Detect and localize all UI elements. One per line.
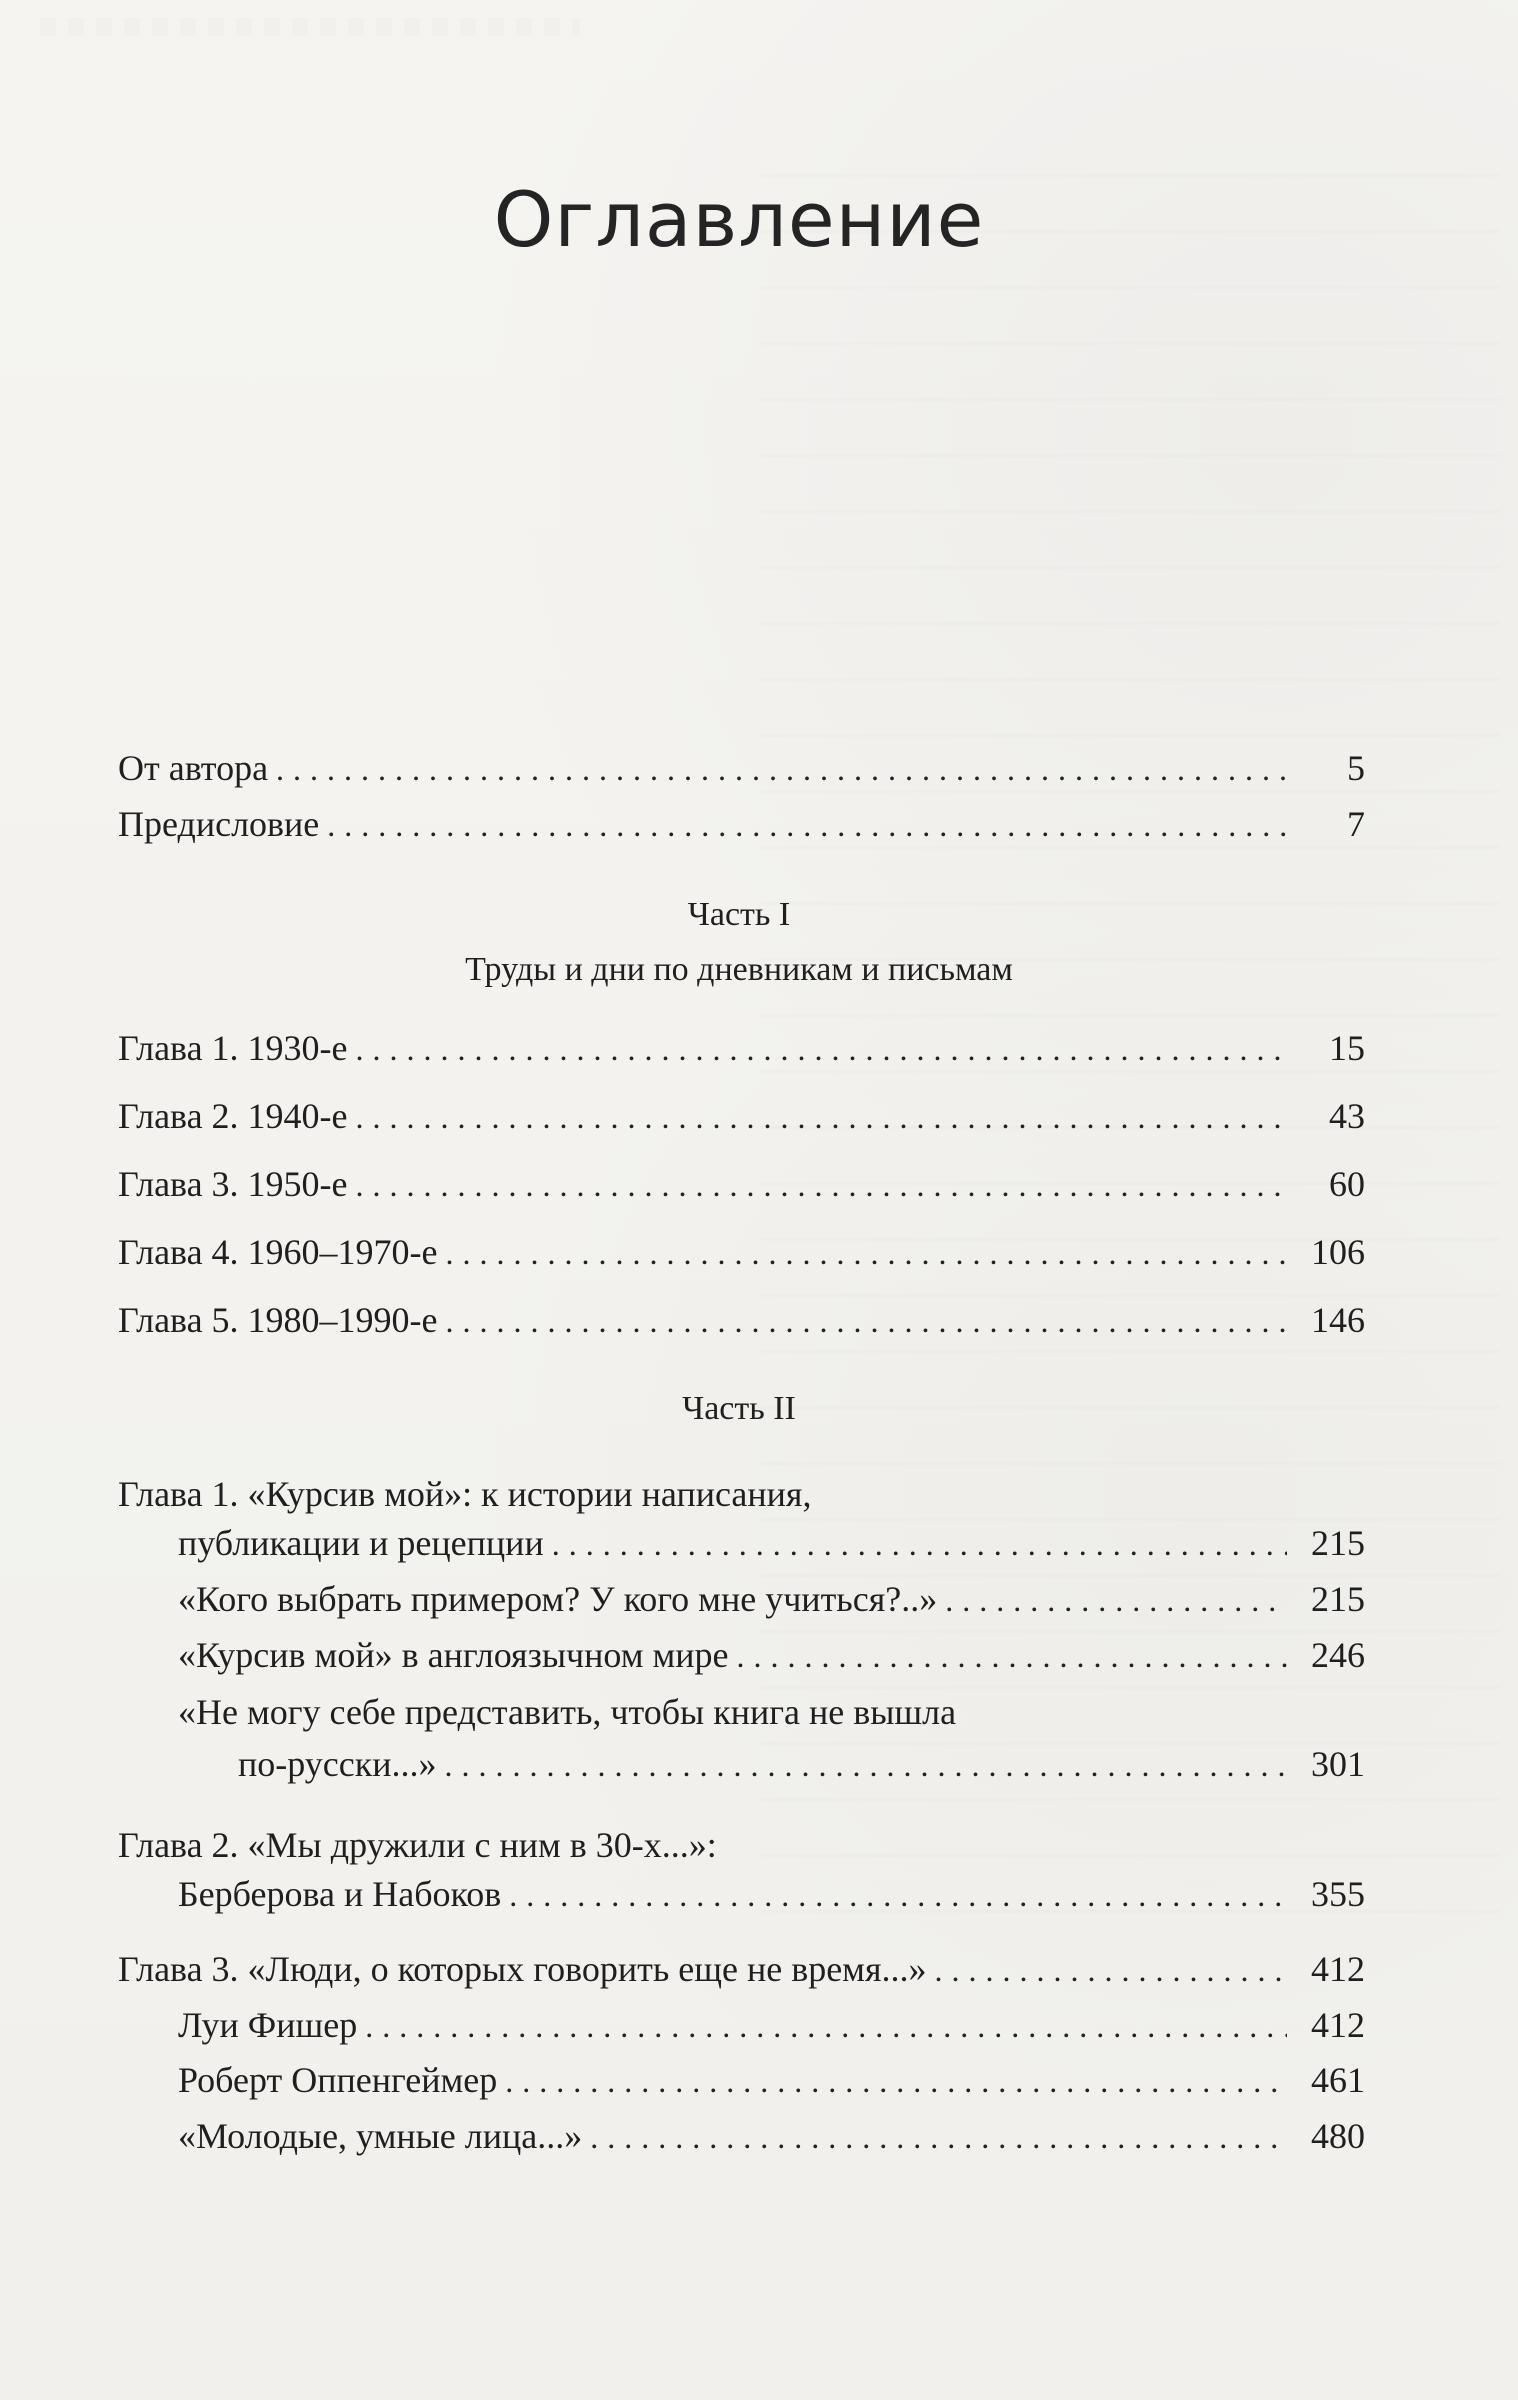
toc-entry-part2-chapter1-line2 [178, 1525, 1365, 1561]
toc-entry-part1-chapter3 [118, 1166, 1365, 1202]
toc-page-number: 246 [1311, 1635, 1365, 1675]
dot-leader [446, 1305, 1287, 1337]
dot-leader [509, 1879, 1287, 1911]
toc-subentry-part2-chapter3-3 [178, 2118, 1365, 2154]
toc-entry-label: Глава 2. 1940-е [118, 1096, 348, 1136]
dot-leader [445, 1749, 1288, 1781]
dot-leader [446, 1237, 1287, 1269]
toc-page-number: 355 [1311, 1874, 1365, 1914]
toc-entry-label: От автора [118, 748, 269, 788]
toc-entry-label: Глава 5. 1980–1990-е [118, 1300, 438, 1340]
toc-entry-label: «Молодые, умные лица...» [178, 2116, 583, 2156]
toc-entry-part1-chapter2 [118, 1098, 1365, 1134]
toc-subentry-part2-chapter1-3-line2 [238, 1746, 1365, 1782]
toc-entry-part1-chapter4 [118, 1234, 1365, 1270]
part-1-subheading: Труды и дни по дневникам и письмам [465, 951, 1013, 988]
toc-entry-label: Луи Фишер [178, 2005, 358, 2045]
page-title: Оглавление [493, 175, 985, 264]
toc-entry-part2-chapter3 [118, 1951, 1365, 1987]
dot-leader [552, 1528, 1287, 1560]
part-1-heading: Часть I [687, 896, 791, 933]
toc-entry-part2-chapter2-line1: Глава 2. «Мы дружили с ним в 30-х...»: [118, 1825, 717, 1865]
dot-leader [327, 809, 1287, 841]
toc-page-number: 5 [1347, 748, 1365, 788]
toc-entry-part1-chapter5 [118, 1302, 1365, 1338]
toc-page-number: 7 [1347, 804, 1365, 844]
toc-entry-label: Глава 3. 1950-е [118, 1164, 348, 1204]
toc-subentry-part2-chapter1-2 [178, 1637, 1365, 1673]
toc-entry-part1-chapter1 [118, 1030, 1365, 1066]
toc-entry-preface [118, 806, 1365, 842]
toc-page-number: 412 [1311, 2005, 1365, 2045]
dot-leader [945, 1584, 1287, 1616]
toc-page-number: 106 [1311, 1232, 1365, 1272]
toc-entry-label: Глава 4. 1960–1970-е [118, 1232, 438, 1272]
toc-page-number: 146 [1311, 1300, 1365, 1340]
toc-page-number: 461 [1311, 2060, 1365, 2100]
toc-entry-label: Роберт Оппенгеймер [178, 2060, 498, 2100]
dot-leader [356, 1101, 1287, 1133]
dot-leader [737, 1640, 1287, 1672]
toc-entry-label: Глава 3. «Люди, о которых говорить еще не время...» [118, 1949, 927, 1989]
toc-page-number: 301 [1311, 1744, 1365, 1784]
toc-entry-label: «Кого выбрать примером? У кого мне учиться?..» [178, 1579, 938, 1619]
dot-leader [356, 1033, 1287, 1065]
toc-page-number: 60 [1329, 1164, 1365, 1204]
dot-leader [276, 753, 1287, 785]
toc-entry-label: Предисловие [118, 804, 320, 844]
toc-subentry-part2-chapter1-3-line1: «Не могу себе представить, чтобы книга не вышла [178, 1692, 957, 1732]
toc-page-number: 215 [1311, 1523, 1365, 1563]
toc-page-number: 15 [1329, 1028, 1365, 1068]
toc-subentry-part2-chapter3-1 [178, 2007, 1365, 2043]
toc-entry-label: «Курсив мой» в англоязычном мире [178, 1635, 729, 1675]
top-scan-artifact [40, 18, 580, 36]
dot-leader [590, 2121, 1287, 2153]
toc-page-number: 412 [1311, 1949, 1365, 1989]
toc-entry-label: Берберова и Набоков [178, 1874, 502, 1914]
toc-page-number: 43 [1329, 1096, 1365, 1136]
toc-entry-part2-chapter1-line1: Глава 1. «Курсив мой»: к истории написания, [118, 1474, 812, 1514]
part-2-heading: Часть II [682, 1390, 796, 1427]
toc-entry-label: по-русски...» [238, 1744, 437, 1784]
dot-leader [935, 1954, 1287, 1986]
toc-subentry-part2-chapter1-1 [178, 1581, 1365, 1617]
dot-leader [365, 2010, 1287, 2042]
toc-entry-label: Глава 1. 1930-е [118, 1028, 348, 1068]
dot-leader [356, 1169, 1287, 1201]
toc-subentry-part2-chapter3-2 [178, 2062, 1365, 2098]
dot-leader [505, 2065, 1287, 2097]
toc-entry-label: публикации и рецепции [178, 1523, 544, 1563]
toc-page-number: 215 [1311, 1579, 1365, 1619]
toc-page-number: 480 [1311, 2116, 1365, 2156]
toc-entry-part2-chapter2-line2 [178, 1876, 1365, 1912]
toc-entry-from-author [118, 750, 1365, 786]
